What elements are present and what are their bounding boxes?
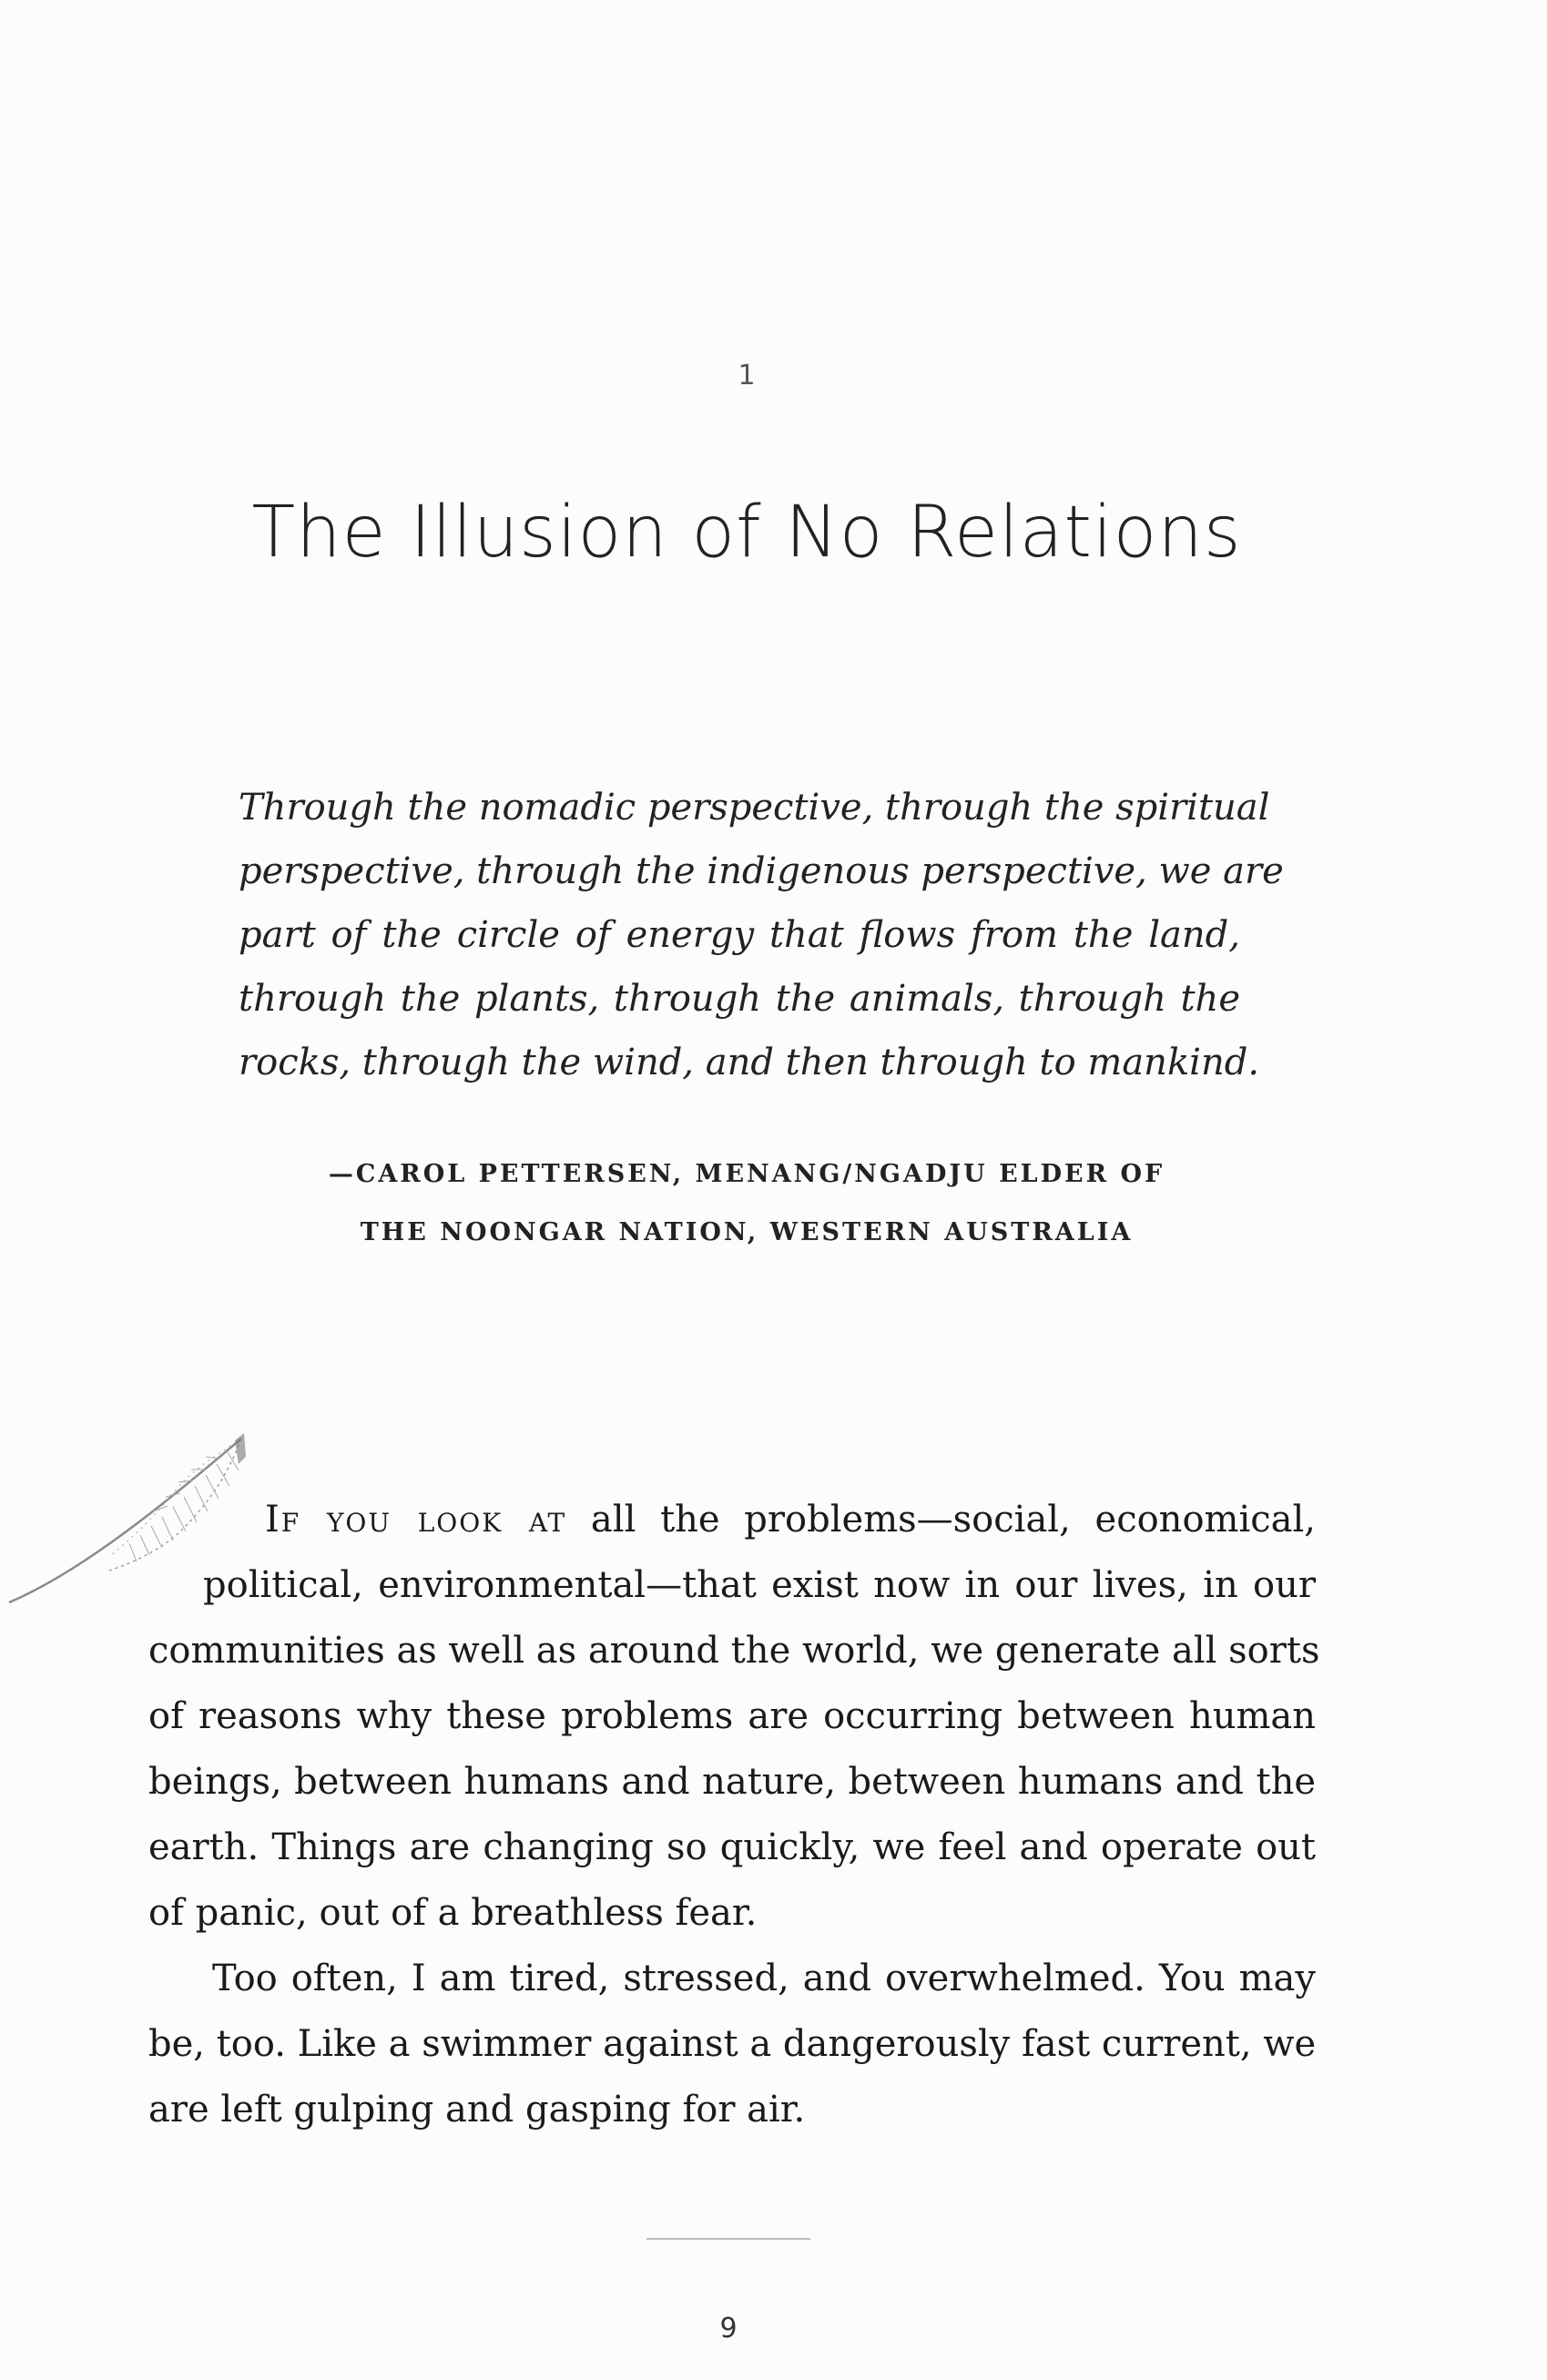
paragraph-line: be, too. Like a swimmer against a dangerously fast current, we bbox=[148, 2023, 1317, 2065]
paragraph-line: Too often, I am tired, stressed, and overwhelmed. You may bbox=[212, 1958, 1316, 1999]
paragraph-line: of reasons why these problems are occurring between human bbox=[148, 1695, 1316, 1737]
lead-in: If you look at bbox=[265, 1499, 567, 1541]
page-number: 9 bbox=[719, 2313, 738, 2344]
chapter-number: 1 bbox=[738, 360, 756, 392]
epigraph-line: perspective, through the indigenous perspective, we are bbox=[239, 850, 1284, 892]
paragraph-line: communities as well as around the world, we generate all sorts bbox=[148, 1630, 1320, 1672]
epigraph-quote bbox=[239, 776, 1284, 1094]
body-text bbox=[148, 1487, 1320, 2142]
paragraph-line bbox=[148, 1487, 1316, 1552]
epigraph-line: rocks, through the wind, and then through to mankind. bbox=[239, 1042, 1260, 1083]
epigraph-line: part of the circle of energy that flows from the land, bbox=[239, 914, 1240, 956]
chapter-title: The Illusion of No Relations bbox=[251, 492, 1242, 574]
paragraph-line: political, environmental—that exist now in our lives, in our bbox=[203, 1564, 1316, 1606]
paragraph-line: of panic, out of a breathless fear. bbox=[148, 1892, 758, 1934]
paragraph-line: beings, between humans and nature, between humans and the bbox=[148, 1761, 1316, 1803]
line-rest: all the problems—social, economical, bbox=[566, 1499, 1317, 1541]
attribution-line: —CAROL PETTERSEN, MENANG/NGADJU ELDER OF bbox=[328, 1160, 1165, 1188]
footer-rule bbox=[646, 2238, 810, 2240]
epigraph-attribution bbox=[0, 1145, 1493, 1262]
attribution-line: THE NOONGAR NATION, WESTERN AUSTRALIA bbox=[360, 1218, 1134, 1246]
paragraph-line: earth. Things are changing so quickly, we feel and operate out bbox=[148, 1826, 1316, 1868]
paragraph-line: are left gulping and gasping for air. bbox=[148, 2089, 806, 2131]
epigraph-line: Through the nomadic perspective, through the spiritual bbox=[239, 787, 1270, 829]
epigraph-line: through the plants, through the animals, through the bbox=[239, 978, 1240, 1020]
